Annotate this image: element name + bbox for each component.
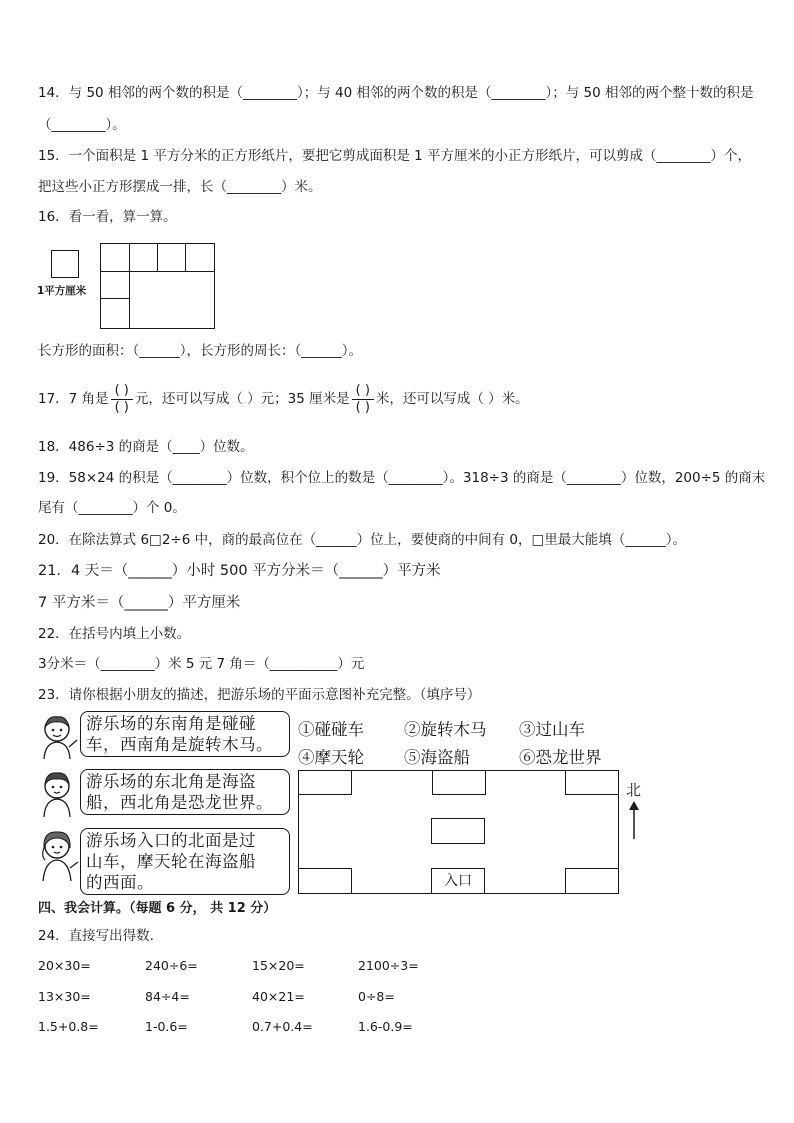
- q22-line: 3分米＝（________）米 5 元 7 角＝（__________）元: [38, 656, 365, 672]
- q19-line2: 尾有（________）个 0。: [38, 500, 186, 516]
- q15-line1: 15．一个面积是 1 平方分米的正方形纸片，要把它剪成面积是 1 平方厘米的小正方形纸片，可以剪成（________）个，: [38, 148, 752, 164]
- q22-title: 22．在括号内填上小数。: [38, 626, 191, 642]
- calc-item: 0.7+0.4=: [252, 1019, 313, 1034]
- calc-item: 2100÷3=: [358, 958, 419, 973]
- unit-square-label: 1平方厘米: [37, 285, 87, 297]
- q17-prefix: 17．7 角是: [38, 391, 109, 407]
- q16-answer-line: 长方形的面积：（______），长方形的周长：（______）。: [38, 343, 362, 359]
- calc-item: 1.5+0.8=: [38, 1019, 99, 1034]
- bubble-1-line-2: 车，西南角是旋转木马。: [86, 735, 273, 754]
- option-2: ②旋转木马: [404, 720, 487, 739]
- calc-item: 13×30=: [38, 989, 91, 1004]
- q15-line2: 把这些小正方形摆成一排，长（________）米。: [38, 179, 322, 195]
- option-4: ④摩天轮: [298, 748, 364, 767]
- q17-suffix: 米，还可以写成（ ）米。: [375, 391, 529, 407]
- bubble-1-line-1: 游乐场的东南角是碰碰: [86, 714, 256, 733]
- option-5: ⑤海盗船: [404, 748, 470, 767]
- calc-item: 20×30=: [38, 958, 91, 973]
- q19-line1: 19．58×24 的积是（________）位数，积个位上的数是（________）。318÷3 的商是（________）位数，200÷5 的商末: [38, 470, 766, 486]
- option-3: ③过山车: [519, 720, 585, 739]
- fraction-1-numerator: ( ): [114, 382, 129, 398]
- north-label: 北: [626, 781, 642, 799]
- bubble-2-line-1: 游乐场的东北角是海盗: [86, 772, 256, 791]
- calc-item: 0÷8=: [358, 989, 395, 1004]
- q17-line: [38, 377, 529, 421]
- fraction-2: [352, 384, 374, 415]
- map-slot-southwest[interactable]: [298, 868, 352, 894]
- map-slot-center[interactable]: [431, 818, 485, 844]
- boy2-avatar-icon: [36, 768, 78, 818]
- park-map: [298, 770, 619, 894]
- option-6: ⑥恐龙世界: [519, 748, 602, 767]
- q20-text: 20．在除法算式 6□2÷6 中，商的最高位在（______）位上，要使商的中间有 0，□里最大能填（______）。: [38, 532, 686, 548]
- fraction-1: [111, 384, 133, 415]
- north-arrow-icon: [628, 800, 640, 840]
- bubble-3-line-1: 游乐场入口的北面是过: [86, 831, 256, 850]
- map-slot-northwest[interactable]: [298, 770, 352, 795]
- speech-bubble-1: [80, 711, 290, 757]
- q23-title: 23．请你根据小朋友的描述，把游乐场的平面示意图补充完整。（填序号）: [38, 687, 481, 703]
- q18-text: 18．486÷3 的商是（____）位数。: [38, 439, 254, 455]
- bubble-2-line-2: 船，西北角是恐龙世界。: [86, 793, 273, 812]
- q16-title: 16．看一看，算一算。: [38, 209, 177, 225]
- boy-avatar-icon: [36, 712, 78, 760]
- q21-line2: 7 平方米＝（______）平方厘米: [38, 595, 241, 611]
- bubble-3-line-2: 山车，摩天轮在海盗船: [86, 852, 256, 871]
- q21-line1: 21．4 天＝（______）小时 500 平方分米＝（______）平方米: [38, 563, 441, 579]
- girl-avatar-icon: [36, 826, 80, 882]
- map-slot-north[interactable]: [432, 770, 486, 795]
- fraction-2-numerator: ( ): [355, 382, 370, 398]
- calc-item: 84÷4=: [145, 989, 190, 1004]
- map-entrance: 入口: [431, 868, 485, 894]
- bubble-3-line-3: 的西面。: [86, 873, 154, 892]
- speech-bubble-2: [80, 769, 290, 815]
- speech-bubble-3: [80, 828, 290, 895]
- calc-item: 15×20=: [252, 958, 305, 973]
- q14-line2: （________）。: [38, 117, 126, 133]
- section-4-title: 四、我会计算。（每题 6 分， 共 12 分）: [38, 901, 277, 916]
- map-slot-northeast[interactable]: [565, 770, 619, 795]
- map-slot-southeast[interactable]: [565, 868, 619, 894]
- calc-item: 1.6-0.9=: [358, 1019, 413, 1034]
- option-1: ①碰碰车: [298, 720, 364, 739]
- fraction-1-denominator: ( ): [114, 399, 129, 415]
- calc-item: 1-0.6=: [145, 1019, 188, 1034]
- fraction-2-denominator: ( ): [355, 399, 370, 415]
- q17-middle: 元，还可以写成（ ）元；35 厘米是: [134, 391, 350, 407]
- rectangle-figure: [100, 243, 215, 329]
- calc-item: 40×21=: [252, 989, 305, 1004]
- q14-line1: 14．与 50 相邻的两个数的积是（________）；与 40 相邻的两个数的积是（________）；与 50 相邻的两个整十数的积是: [38, 85, 754, 101]
- calc-item: 240÷6=: [145, 958, 198, 973]
- unit-square: [51, 250, 79, 278]
- q24-title: 24．直接写出得数.: [38, 928, 154, 944]
